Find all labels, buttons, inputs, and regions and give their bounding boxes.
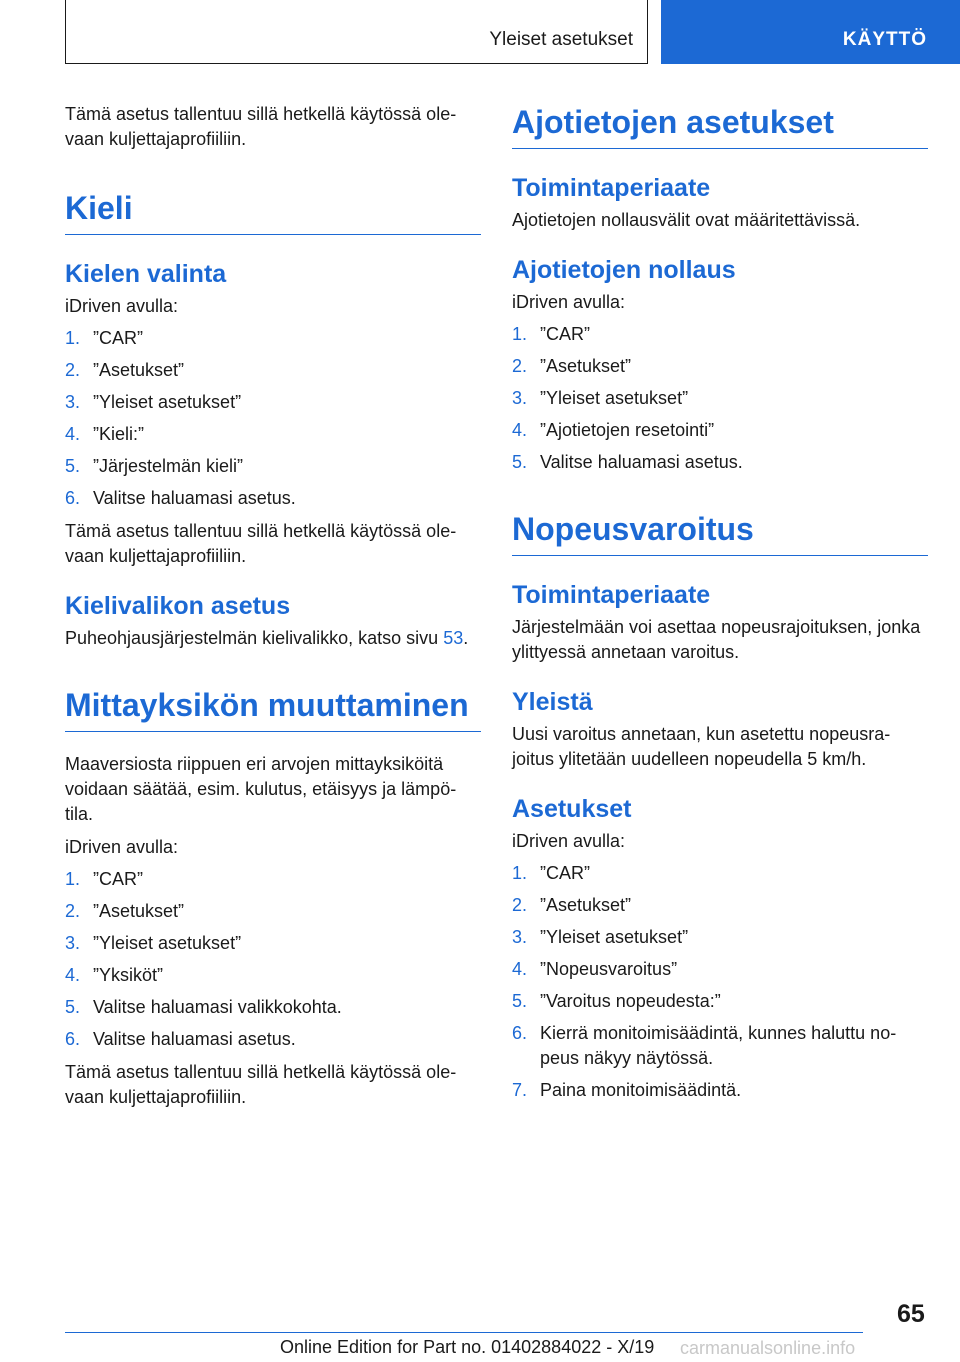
step-number: 1. xyxy=(512,863,528,883)
step-text: Valitse haluamasi asetus. xyxy=(93,488,296,508)
heading-ajotiedot: Ajotietojen asetukset xyxy=(512,102,928,149)
list-item xyxy=(512,450,928,475)
step-number: 4. xyxy=(65,965,81,985)
chapter-tab[interactable] xyxy=(661,0,960,64)
step-number: 3. xyxy=(512,388,528,408)
step-number: 2. xyxy=(512,356,528,376)
step-number: 5. xyxy=(65,997,81,1017)
lead-text: iDriven avulla: xyxy=(512,831,626,851)
step-text: Valitse haluamasi asetus. xyxy=(540,452,743,472)
step-text: ”Yleiset asetukset” xyxy=(540,388,689,408)
subheading-toimintaperiaate: Toimintaperiaate xyxy=(512,174,711,202)
nopeus-general-text: Uusi varoitus annetaan, kun asetettu nopeusra-joitus ylitetään uudelleen nopeudella 5 km/h. xyxy=(512,724,891,769)
list-item xyxy=(512,322,928,347)
step-text: ”Yksiköt” xyxy=(93,965,164,985)
left-column xyxy=(65,102,481,1110)
heading-kieli: Kieli xyxy=(65,188,481,235)
step-text: Paina monitoimisäädintä. xyxy=(540,1080,742,1100)
subheading-toimintaperiaate: Toimintaperiaate xyxy=(512,581,711,609)
step-text: ”Kieli:” xyxy=(93,424,145,444)
step-text: Valitse haluamasi valikkokohta. xyxy=(93,997,342,1017)
header-section-box xyxy=(65,0,648,64)
list-item xyxy=(512,1021,928,1071)
list-item xyxy=(65,358,481,383)
step-text: ”CAR” xyxy=(93,869,143,889)
watermark: carmanualsonline.info xyxy=(680,1338,856,1358)
step-text: ”Asetukset” xyxy=(540,356,632,376)
step-text: ”Asetukset” xyxy=(540,895,632,915)
heading-mittayksikko: Mittayksikön muuttaminen xyxy=(65,685,481,732)
subheading-yleista: Yleistä xyxy=(512,688,593,716)
step-text: ”CAR” xyxy=(540,863,590,883)
steps-list-nopeusvaroitus xyxy=(512,861,928,1103)
steps-list-mittayksikko xyxy=(65,867,481,1052)
step-text: Kierrä monitoimisäädintä, kunnes haluttu no-peus näkyy näytössä. xyxy=(540,1023,897,1068)
step-number: 3. xyxy=(65,392,81,412)
step-number: 7. xyxy=(512,1080,528,1100)
step-number: 1. xyxy=(65,869,81,889)
nopeus-principle-text: Järjestelmään voi asettaa nopeusrajoituksen, jonka ylittyessä annetaan varoitus. xyxy=(512,617,921,662)
step-text: ”Asetukset” xyxy=(93,901,185,921)
list-item xyxy=(512,861,928,886)
footer-divider xyxy=(65,1332,863,1333)
reference-text: Puheohjausjärjestelmän kielivalikko, katso sivu xyxy=(65,628,444,648)
step-text: Valitse haluamasi asetus. xyxy=(93,1029,296,1049)
list-item xyxy=(65,422,481,447)
step-text: ”Järjestelmän kieli” xyxy=(93,456,244,476)
list-item xyxy=(512,418,928,443)
note-mittayksikko: Tämä asetus tallentuu sillä hetkellä käytössä ole-vaan kuljettajaprofiiliin. xyxy=(65,1062,457,1107)
step-number: 2. xyxy=(512,895,528,915)
step-text: ”CAR” xyxy=(540,324,590,344)
list-item xyxy=(65,454,481,479)
lead-text: iDriven avulla: xyxy=(512,292,626,312)
list-item xyxy=(512,925,928,950)
subheading-kielivalikko: Kielivalikon asetus xyxy=(65,592,291,620)
subheading-kielen-valinta: Kielen valinta xyxy=(65,260,227,288)
step-number: 3. xyxy=(65,933,81,953)
step-text: ”Nopeusvaroitus” xyxy=(540,959,678,979)
list-item xyxy=(512,354,928,379)
list-item xyxy=(65,899,481,924)
list-item xyxy=(65,390,481,415)
step-number: 5. xyxy=(512,991,528,1011)
footer-edition: Online Edition for Part no. 01402884022 - X/19 xyxy=(280,1337,655,1357)
list-item xyxy=(512,957,928,982)
list-item xyxy=(65,931,481,956)
list-item xyxy=(65,995,481,1020)
list-item xyxy=(512,893,928,918)
step-number: 1. xyxy=(65,328,81,348)
step-number: 5. xyxy=(65,456,81,476)
right-column xyxy=(512,102,928,1103)
step-text: ”Yleiset asetukset” xyxy=(93,933,242,953)
list-item xyxy=(65,486,481,511)
steps-list-ajotiedot xyxy=(512,322,928,475)
steps-list-kieli xyxy=(65,326,481,511)
list-item xyxy=(512,989,928,1014)
list-item xyxy=(65,867,481,892)
reference-text-end: . xyxy=(463,628,469,648)
list-item xyxy=(512,1078,928,1103)
kielivalikko-text xyxy=(65,626,481,651)
chapter-tab-label: KÄYTTÖ xyxy=(842,29,927,50)
step-text: ”Asetukset” xyxy=(93,360,185,380)
step-number: 5. xyxy=(512,452,528,472)
step-text: ”Yleiset asetukset” xyxy=(93,392,242,412)
step-number: 2. xyxy=(65,360,81,380)
step-number: 6. xyxy=(65,488,81,508)
list-item xyxy=(512,386,928,411)
step-number: 1. xyxy=(512,324,528,344)
lead-text: iDriven avulla: xyxy=(65,837,179,857)
intro-mittayksikko: Maaversiosta riippuen eri arvojen mittayksiköitä voidaan säätää, esim. kulutus, etäisyys ja lämpö-tila. xyxy=(65,754,457,824)
step-number: 2. xyxy=(65,901,81,921)
step-text: ”CAR” xyxy=(93,328,143,348)
subheading-asetukset: Asetukset xyxy=(512,795,632,823)
intro-note: Tämä asetus tallentuu sillä hetkellä käytössä ole-vaan kuljettajaprofiiliin. xyxy=(65,104,457,149)
note-kieli: Tämä asetus tallentuu sillä hetkellä käytössä ole-vaan kuljettajaprofiiliin. xyxy=(65,521,457,566)
step-number: 4. xyxy=(65,424,81,444)
list-item xyxy=(65,326,481,351)
step-number: 6. xyxy=(512,1023,528,1043)
ajotiedot-principle-text: Ajotietojen nollausvälit ovat määritettävissä. xyxy=(512,210,861,230)
section-title: Yleiset asetukset xyxy=(489,29,633,50)
step-number: 4. xyxy=(512,420,528,440)
step-number: 4. xyxy=(512,959,528,979)
list-item xyxy=(65,1027,481,1052)
page-reference-link[interactable]: 53 xyxy=(443,628,464,648)
lead-text: iDriven avulla: xyxy=(65,296,179,316)
list-item xyxy=(65,963,481,988)
step-text: ”Yleiset asetukset” xyxy=(540,927,689,947)
step-text: ”Varoitus nopeudesta:” xyxy=(540,991,721,1011)
step-number: 3. xyxy=(512,927,528,947)
subheading-ajotietojen-nollaus: Ajotietojen nollaus xyxy=(512,256,736,284)
step-text: ”Ajotietojen resetointi” xyxy=(540,420,715,440)
heading-nopeusvaroitus: Nopeusvaroitus xyxy=(512,509,928,556)
step-number: 6. xyxy=(65,1029,81,1049)
page-number: 65 xyxy=(897,1300,925,1328)
